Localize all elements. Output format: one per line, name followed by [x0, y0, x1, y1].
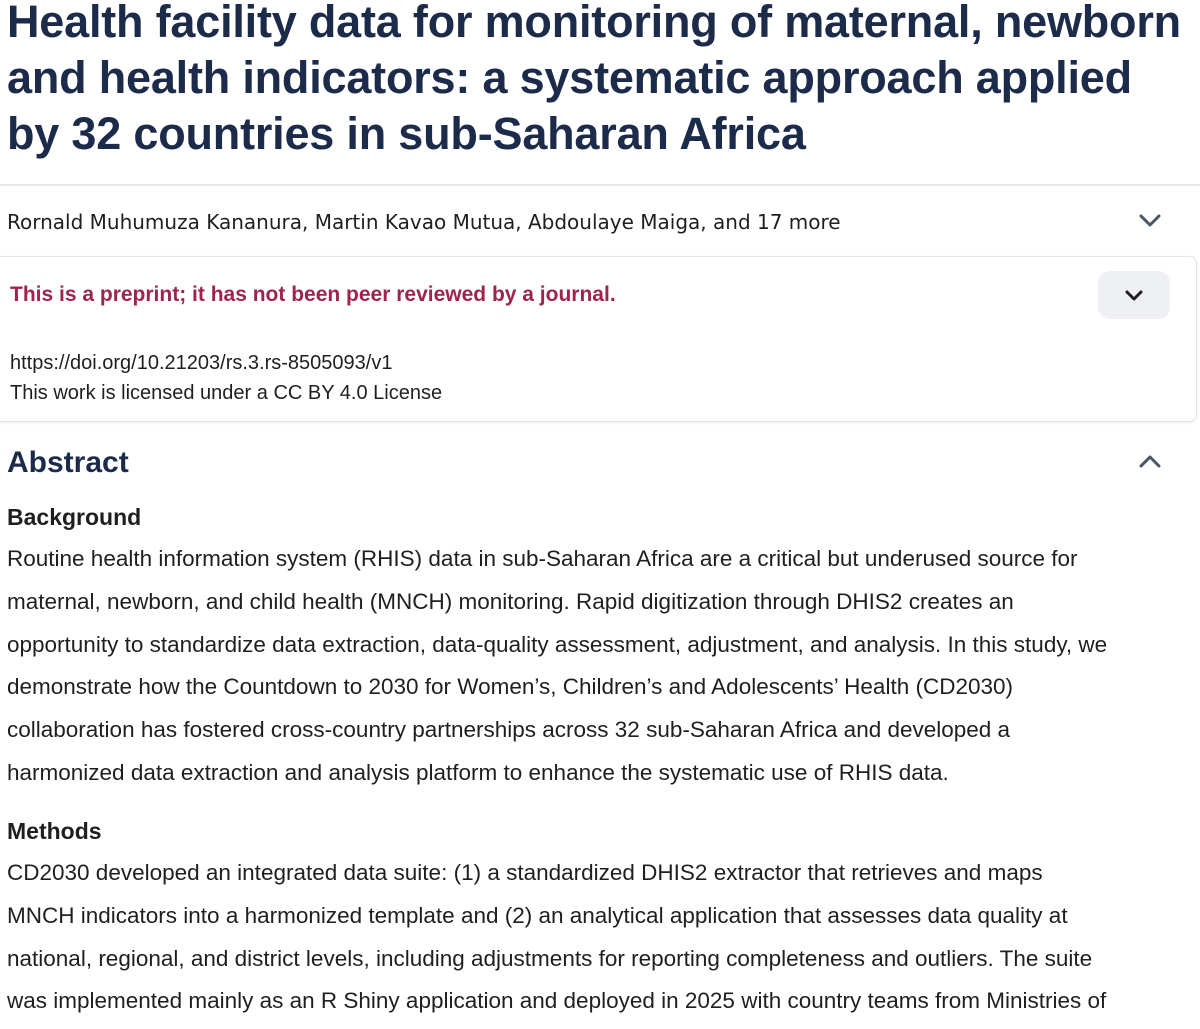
article-title: Health facility data for monitoring of maternal, newborn and health indicators: a systematic approach applied by 32 countries in sub-Saharan Africa [7, 0, 1181, 159]
body-line: collaboration has fostered cross-country partnerships across 32 sub-Saharan Africa and developed a [7, 717, 1011, 743]
chevron-up-icon[interactable] [1136, 448, 1164, 476]
abstract-heading: Abstract [7, 446, 129, 479]
section-heading-methods: Methods [7, 818, 102, 844]
chevron-down-icon [1122, 283, 1146, 307]
section-heading-background: Background [7, 504, 142, 530]
preprint-notice-panel [0, 256, 1197, 422]
body-line: opportunity to standardize data extraction, data-quality assessment, adjustment, and analysis. In this study, we [7, 631, 1108, 657]
section-body-background [7, 538, 1197, 795]
body-line: CD2030 developed an integrated data suite: (1) a standardized DHIS2 extractor that retrieves and maps [7, 860, 1043, 885]
body-line: Routine health information system (RHIS) data in sub-Saharan Africa are a critical but underused source for [7, 546, 1078, 571]
body-line: demonstrate how the Countdown to 2030 for Women’s, Children’s and Adolescents’ Health (CD2030) [7, 674, 1013, 700]
preprint-expand-button[interactable] [1098, 271, 1170, 319]
body-line: MNCH indicators into a harmonized template and (2) an analytical application that assesses data quality at [7, 902, 1068, 928]
preprint-notice: This is a preprint; it has not been peer reviewed by a journal. [10, 283, 616, 306]
license-text: This work is licensed under a CC BY 4.0 License [10, 382, 443, 404]
body-line: maternal, newborn, and child health (MNCH) monitoring. Rapid digitization through DHIS2 creates an [7, 588, 1014, 614]
doi-link[interactable]: https://doi.org/10.21203/rs.3.rs-8505093/v1 [10, 352, 393, 374]
body-line: was implemented mainly as an R Shiny application and deployed in 2025 with country teams from Ministries of [7, 988, 1107, 1014]
authors-row[interactable] [0, 186, 1200, 256]
body-line: national, regional, and district levels, including adjustments for reporting completeness and outliers. The suite [7, 945, 1093, 971]
author-list: Rornald Muhumuza Kananura, Martin Kavao Mutua, Abdoulaye Maiga, and 17 more [7, 210, 841, 234]
section-body-methods [7, 852, 1197, 1023]
body-line: harmonized data extraction and analysis platform to enhance the systematic use of RHIS data. [7, 759, 949, 785]
chevron-down-icon[interactable] [1136, 206, 1164, 234]
